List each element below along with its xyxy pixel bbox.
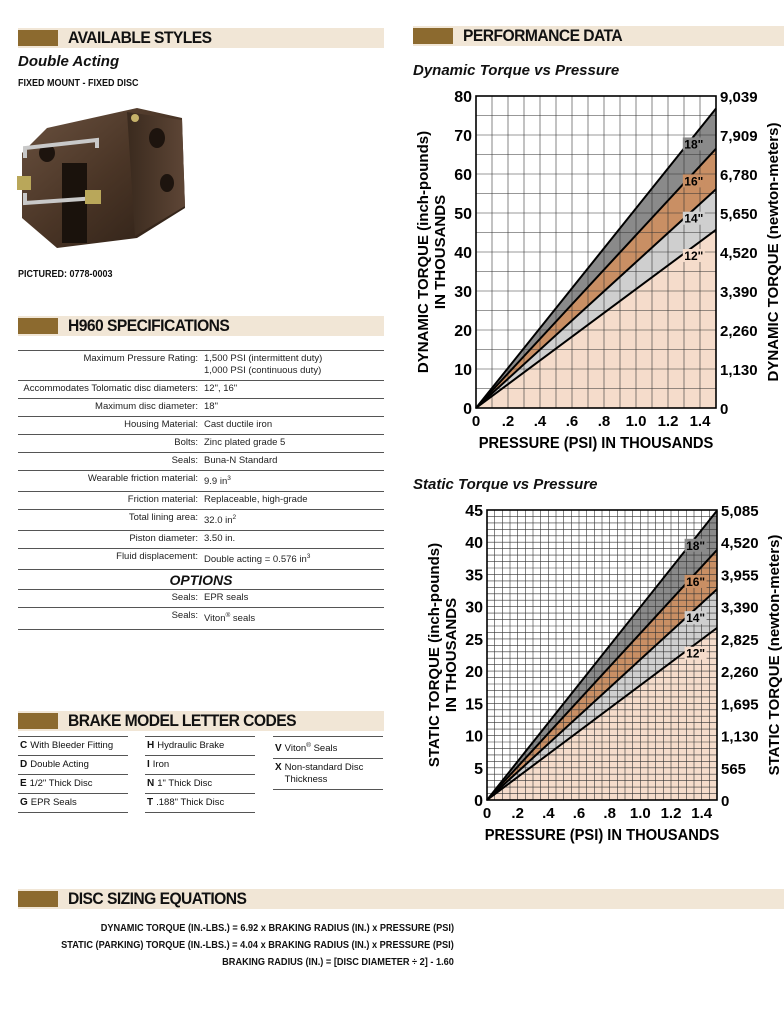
y-tick-label: 25: [465, 631, 483, 649]
x-tick-label: 0: [471, 413, 481, 430]
section-title: DISC SIZING EQUATIONS: [68, 889, 247, 908]
y2-tick-label: 1,695: [721, 696, 759, 714]
code-row: N 1" Thick Disc: [145, 774, 255, 793]
y-tick-label: 20: [465, 664, 483, 682]
x-tick-label: 1.0: [625, 413, 647, 430]
y2-tick-label: 3,390: [721, 599, 759, 617]
static-chart-title: Static Torque vs Pressure: [413, 476, 598, 493]
spec-row: Accommodates Tolomatic disc diameters: 12", 16": [18, 380, 384, 398]
x-tick-label: 1.2: [657, 413, 679, 430]
series-label: 16": [686, 574, 706, 589]
header-accent-bar: [18, 30, 58, 46]
performance-header: [413, 26, 784, 46]
y-tick-label: 45: [465, 503, 483, 520]
y2-tick-label: 9,039: [720, 89, 758, 106]
y2-tick-label: 1,130: [721, 728, 759, 746]
x-axis-title: PRESSURE (PSI) IN THOUSANDS: [484, 826, 720, 845]
code-row: H Hydraulic Brake: [145, 736, 255, 755]
code-row: V Viton® Seals: [273, 736, 383, 758]
available-styles-header: [18, 28, 384, 48]
series-label: 16": [684, 174, 704, 189]
spec-row: Wearable friction material: 9.9 $in^3$: [18, 470, 384, 491]
specifications-table: [18, 350, 384, 630]
x-tick-label: .8: [597, 413, 611, 430]
section-title: BRAKE MODEL LETTER CODES: [68, 711, 297, 730]
x-tick-label: .2: [501, 413, 515, 430]
options-title: OPTIONS: [18, 569, 384, 589]
series-label: 18": [684, 137, 704, 152]
y-tick-label: 70: [454, 128, 472, 145]
x-tick-label: .6: [565, 413, 579, 430]
x-axis-title: PRESSURE (PSI) IN THOUSANDS: [478, 434, 714, 453]
y2-tick-label: 5,650: [720, 206, 758, 223]
y-tick-label: 30: [465, 599, 483, 617]
code-row: G EPR Seals: [18, 793, 128, 813]
spec-row: Total lining area: 32.0 $in^2$: [18, 509, 384, 530]
x-tick-label: .4: [542, 805, 555, 822]
x-tick-label: 1.2: [660, 805, 682, 822]
y2-tick-label: 2,260: [721, 664, 759, 682]
disc-sizing-header: [18, 889, 784, 909]
option-row: Seals: Viton® seals: [18, 607, 384, 629]
x-tick-label: .6: [572, 805, 586, 822]
y2-tick-label: 5,085: [721, 503, 759, 520]
spec-row: Fluid displacement: Double acting = 0.576 $in^3$: [18, 548, 384, 569]
braking-radius-equation: BRAKING RADIUS (IN.) = [DISC DIAMETER ÷ 2] - 1.60: [222, 957, 454, 968]
spec-row: Piston diameter: 3.50 in.: [18, 530, 384, 548]
series-label: 18": [686, 538, 706, 553]
y2-axis-title: STATIC TORQUE (newton-meters): [766, 534, 783, 776]
x-tick-label: 1.4: [691, 805, 713, 822]
spec-row: Housing Material: Cast ductile iron: [18, 416, 384, 434]
header-accent-bar: [413, 28, 453, 44]
header-accent-bar: [18, 891, 58, 907]
style-mount: FIXED MOUNT - FIXED DISC: [18, 78, 139, 89]
dynamic-torque-chart: [413, 80, 783, 480]
spec-row: Maximum disc diameter: 18": [18, 398, 384, 416]
y2-tick-label: 2,825: [721, 631, 759, 649]
code-row: D Double Acting: [18, 755, 128, 774]
y-axis-title-line1: STATIC TORQUE (inch-pounds): [426, 542, 443, 768]
y-axis-title-line1: DYNAMIC TORQUE (inch-pounds): [415, 130, 432, 374]
code-row: C With Bleeder Fitting: [18, 736, 128, 755]
section-title: PERFORMANCE DATA: [463, 26, 623, 45]
y-tick-label: 60: [454, 167, 472, 184]
code-row: E 1/2" Thick Disc: [18, 774, 128, 793]
y2-tick-label: 3,955: [721, 567, 759, 585]
y2-tick-label: 565: [721, 760, 747, 778]
y-tick-label: 50: [454, 206, 472, 223]
y2-tick-label: 0: [721, 793, 730, 810]
y-tick-label: 80: [454, 89, 472, 106]
series-label: 14": [684, 211, 704, 226]
y-tick-label: 20: [454, 323, 472, 340]
y-tick-label: 10: [454, 362, 472, 379]
specifications-header: [18, 316, 384, 336]
spec-row: Seals: Buna-N Standard: [18, 452, 384, 470]
x-tick-label: 1.4: [689, 413, 711, 430]
static-torque-chart: [413, 494, 783, 854]
y-tick-label: 15: [465, 696, 483, 714]
y2-tick-label: 0: [720, 401, 729, 418]
y-tick-label: 0: [463, 401, 472, 418]
y-tick-label: 0: [474, 793, 483, 810]
codes-column-1: [18, 736, 128, 813]
spec-row: Maximum Pressure Rating: 1,500 PSI (intermittent duty) 1,000 PSI (continuous duty): [18, 350, 384, 380]
series-label: 12": [684, 249, 704, 264]
y2-tick-label: 4,520: [721, 535, 759, 553]
y2-tick-label: 1,130: [720, 362, 758, 379]
letter-codes-header: [18, 711, 384, 731]
codes-column-3: [273, 736, 383, 790]
section-title: AVAILABLE STYLES: [68, 28, 212, 47]
y-tick-label: 5: [474, 760, 483, 778]
y-tick-label: 35: [465, 567, 483, 585]
y2-axis-title: DYNAMIC TORQUE (newton-meters): [765, 122, 782, 382]
y-tick-label: 10: [465, 728, 483, 746]
x-tick-label: 1.0: [629, 805, 651, 822]
y2-tick-label: 4,520: [720, 245, 758, 262]
header-accent-bar: [18, 713, 58, 729]
dynamic-chart-title: Dynamic Torque vs Pressure: [413, 62, 620, 79]
x-tick-label: .4: [533, 413, 547, 430]
dynamic-torque-equation: DYNAMIC TORQUE (IN.-LBS.) = 6.92 x BRAKING RADIUS (IN.) x PRESSURE (PSI): [100, 923, 454, 934]
series-label: 12": [686, 646, 706, 661]
codes-column-2: [145, 736, 255, 813]
y-tick-label: 40: [465, 535, 483, 553]
static-torque-equation: STATIC (PARKING) TORQUE (IN.-LBS.) = 4.04 x BRAKING RADIUS (IN.) x PRESSURE (PSI): [61, 940, 454, 951]
option-row: Seals: EPR seals: [18, 589, 384, 607]
x-tick-label: .2: [511, 805, 524, 822]
brake-caliper-photo: [17, 98, 187, 258]
y-axis-title-line2: IN THOUSANDS: [443, 597, 460, 713]
code-row: T .188" Thick Disc: [145, 793, 255, 813]
section-title: H960 SPECIFICATIONS: [68, 316, 230, 335]
y-tick-label: 40: [454, 245, 472, 262]
y2-tick-label: 2,260: [720, 323, 758, 340]
pictured-part-number: PICTURED: 0778-0003: [18, 269, 113, 280]
y-tick-label: 30: [454, 284, 472, 301]
y2-tick-label: 7,909: [720, 128, 758, 145]
series-label: 14": [686, 611, 706, 626]
y2-tick-label: 6,780: [720, 167, 758, 184]
code-row: X Non-standard Disc Thickness: [273, 758, 383, 790]
x-tick-label: .8: [603, 805, 616, 822]
code-row: I Iron: [145, 755, 255, 774]
style-name: Double Acting: [18, 53, 120, 70]
y2-tick-label: 3,390: [720, 284, 758, 301]
header-accent-bar: [18, 318, 58, 334]
y-axis-title-line2: IN THOUSANDS: [432, 194, 449, 310]
spec-row: Friction material: Replaceable, high-grade: [18, 491, 384, 509]
spec-row: Bolts: Zinc plated grade 5: [18, 434, 384, 452]
x-tick-label: 0: [482, 805, 492, 822]
